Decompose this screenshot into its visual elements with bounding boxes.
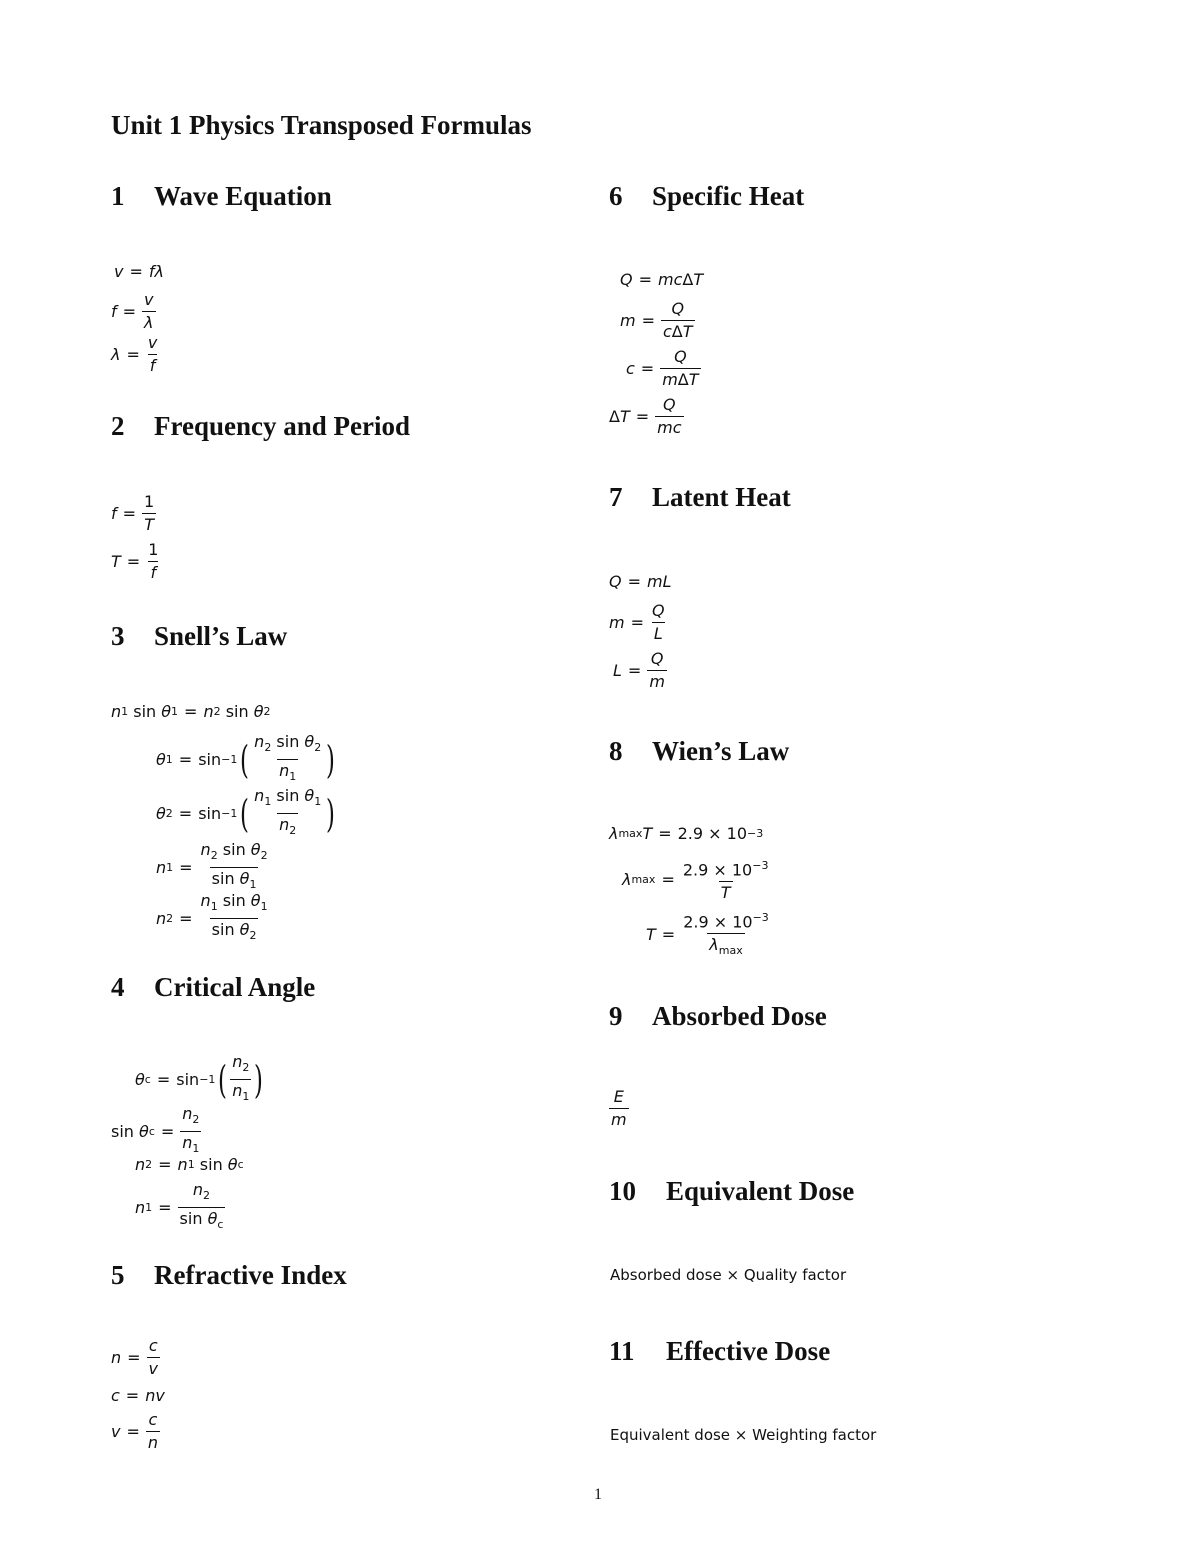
section-number: 4 bbox=[111, 972, 125, 1002]
section-title-wave-equation bbox=[111, 181, 332, 212]
equation-snell-theta1: θ 1 = sin −1 ( $\frac{n_2 \sin \theta_2}{n_1}$ ) bbox=[156, 732, 338, 787]
section-number: 6 bbox=[609, 181, 623, 211]
section-name: Wave Equation bbox=[154, 181, 332, 211]
section-name: Equivalent Dose bbox=[666, 1176, 855, 1206]
equation-refractive-v: v = $\frac{c}{n}$ bbox=[111, 1410, 159, 1452]
equation-absorbed-dose: $\frac{E}{m}$ bbox=[611, 1087, 627, 1129]
equation-specific-q: Q = mc Δ T bbox=[620, 270, 704, 289]
equation-critical-theta: θ c = sin −1 ( $\frac{n_2}{n_1}$ ) bbox=[135, 1052, 266, 1107]
equation-period-t: T = $\frac{1}{f}$ bbox=[111, 540, 159, 582]
equation-critical-n1: n 1 = $\frac{n_2}{\sin \theta_c}$ bbox=[135, 1180, 225, 1235]
section-name: Latent Heat bbox=[652, 482, 791, 512]
equation-refractive-c: c = nv bbox=[111, 1386, 165, 1405]
equation-wave-v: v = f λ bbox=[114, 262, 164, 281]
page-title: Unit 1 Physics Transposed Formulas bbox=[111, 110, 532, 140]
section-number: 9 bbox=[609, 1001, 623, 1031]
section-title-frequency-and-period bbox=[111, 411, 410, 442]
section-name: Effective Dose bbox=[666, 1336, 831, 1366]
section-title-equivalent-dose bbox=[609, 1176, 854, 1207]
section-name: Refractive Index bbox=[154, 1260, 347, 1290]
section-name: Wien’s Law bbox=[652, 736, 790, 766]
equation-freq-f: f = $\frac{1}{T}$ bbox=[111, 492, 155, 534]
equation-wave-lambda: λ = $\frac{v}{f}$ bbox=[111, 333, 158, 375]
page-number: 1 bbox=[594, 1486, 602, 1503]
effective-dose-formula: Equivalent dose × Weighting factor bbox=[610, 1426, 877, 1444]
section-title-latent-heat bbox=[609, 482, 791, 513]
section-number: 5 bbox=[111, 1260, 125, 1290]
equation-refractive-n: n = $\frac{c}{v}$ bbox=[111, 1336, 159, 1378]
equation-specific-m: m = $\frac{Q}{\text{cΔT}}$ bbox=[620, 299, 693, 341]
equation-critical-n2: n 2 = n 1 sin θ c bbox=[135, 1155, 244, 1174]
section-number: 3 bbox=[111, 621, 125, 651]
section-number: 7 bbox=[609, 482, 623, 512]
section-name: Snell’s Law bbox=[154, 621, 288, 651]
equation-specific-dt: Δ T = $\frac{Q}{mc}$ bbox=[609, 395, 682, 437]
equation-latent-q: Q = mL bbox=[609, 572, 672, 591]
section-title-absorbed-dose bbox=[609, 1001, 827, 1032]
section-title-wiens-law bbox=[609, 736, 789, 767]
section-name: Absorbed Dose bbox=[652, 1001, 827, 1031]
section-name: Specific Heat bbox=[652, 181, 805, 211]
equation-latent-l: L = $\frac{Q}{m}$ bbox=[613, 649, 665, 691]
equation-latent-m: m = $\frac{Q}{L}$ bbox=[609, 601, 665, 643]
equation-specific-c: c = $\frac{Q}{\text{mΔT}}$ bbox=[626, 347, 699, 389]
section-name: Critical Angle bbox=[154, 972, 316, 1002]
section-name: Frequency and Period bbox=[154, 411, 410, 441]
equation-wien-main: λ max T = 2.9 × 10 −3 bbox=[609, 824, 764, 843]
section-number: 2 bbox=[111, 411, 125, 441]
equation-snell-main: n 1 sin θ 1 = n 2 sin θ 2 bbox=[111, 702, 271, 721]
equation-wien-t: T = $\frac{2.9 \times 10^{-3}}{\lambda_{max}}$ bbox=[646, 908, 771, 962]
equation-snell-n2: n 2 = $\frac{n_1 \sin \theta_1}{\sin \theta_2}$ bbox=[156, 891, 270, 946]
section-number: 8 bbox=[609, 736, 623, 766]
equivalent-dose-formula: Absorbed dose × Quality factor bbox=[610, 1266, 847, 1284]
equation-wave-f: f = $\frac{v}{\lambda}$ bbox=[111, 290, 154, 332]
section-title-critical-angle bbox=[111, 972, 315, 1003]
section-title-effective-dose bbox=[609, 1336, 830, 1367]
equation-critical-sin: sin θ c = $\frac{n_2}{n_1}$ bbox=[111, 1104, 201, 1159]
section-title-refractive-index bbox=[111, 1260, 347, 1291]
equation-snell-theta2: θ 2 = sin −1 ( $\frac{n_1 \sin \theta_1}{n_2}$ ) bbox=[156, 786, 338, 841]
equation-wien-lambda: λ max = $\frac{2.9 \times 10^{-3}}{T}$ bbox=[622, 859, 769, 903]
section-title-snells-law bbox=[111, 621, 287, 652]
section-number: 10 bbox=[609, 1176, 636, 1206]
section-number: 11 bbox=[609, 1336, 635, 1366]
equation-snell-n1: n 1 = $\frac{n_2 \sin \theta_2}{\sin \theta_1}$ bbox=[156, 840, 270, 895]
section-title-specific-heat bbox=[609, 181, 804, 212]
section-number: 1 bbox=[111, 181, 125, 211]
